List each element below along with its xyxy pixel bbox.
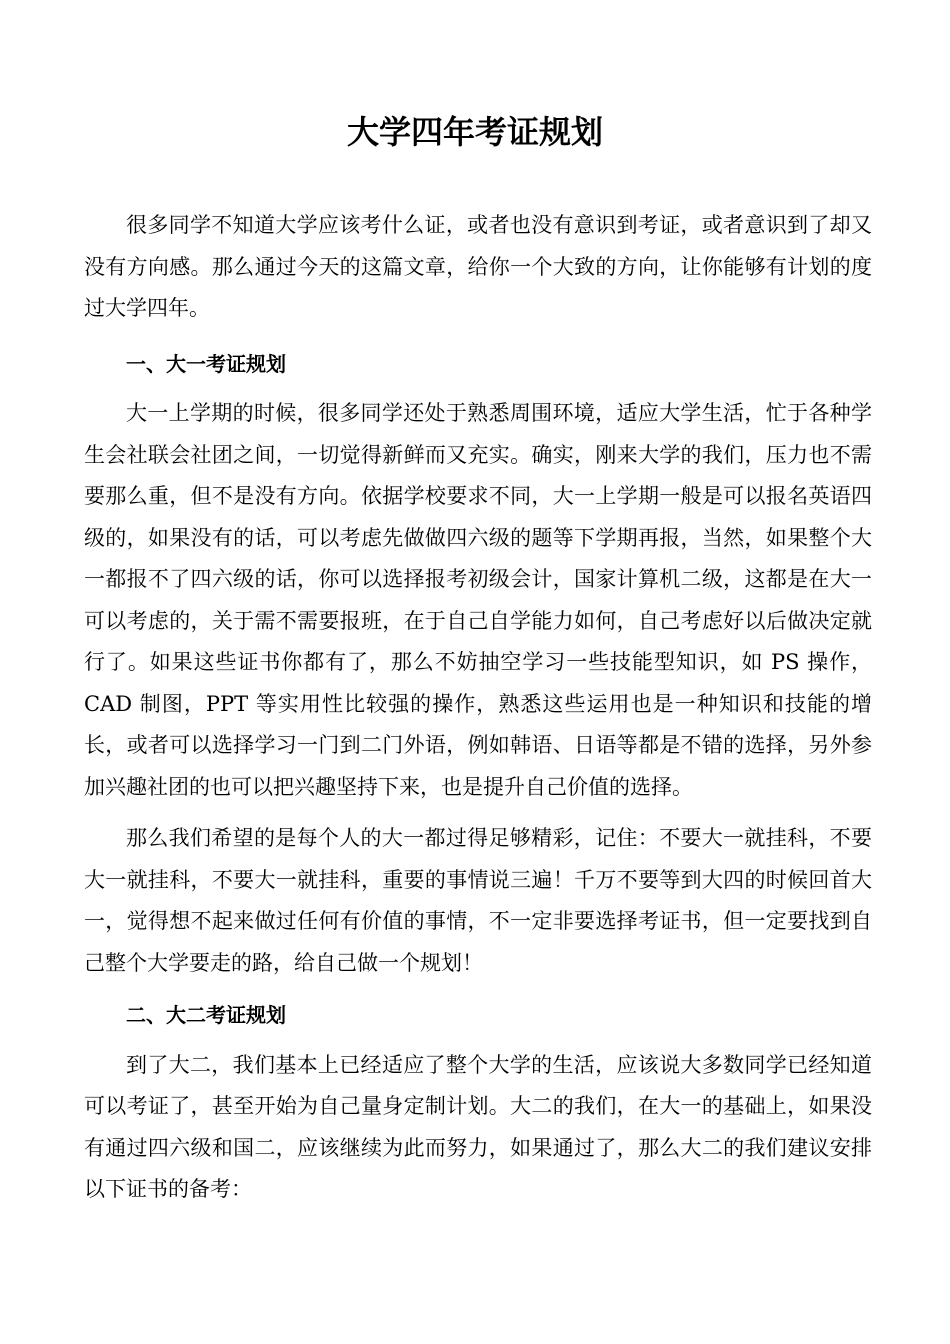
paragraph-year-two-1: 到了大二，我们基本上已经适应了整个大学的生活，应该说大多数同学已经知道可以考证了，甚至开始为自己量身定制计划。大二的我们，在大一的基础上，如果没有通过四六级和国二，应该继续为此而努力，如果通过了，那么大二的我们建议安排以下证书的备考： (84, 1052, 872, 1201)
document-title: 大学四年考证规划 (346, 113, 603, 151)
section-heading-year-two: 二、大二考证规划 (126, 1003, 286, 1027)
paragraph-year-one-1: 大一上学期的时候，很多同学还处于熟悉周围环境，适应大学生活，忙于各种学生会社联会社团之间，一切觉得新鲜而又充实。确实，刚来大学的我们，压力也不需要那么重，但不是没有方向。依据学校要求不同，大一上学期一般是可以报名英语四级的，如果没有的话，可以考虑先做做四六级的题等下学期再报，当然，如果整个大一都报不了四六级的话，你可以选择报考初级会计，国家计算机二级，这都是在大一可以考虑的，关于需不需要报班，在于自己自学能力如何，自己考虑好以后做决定就行了。如果这些证书你都有了，那么不妨抽空学习一些技能型知识，如 PS 操作，CAD 制图，PPT 等实用性比较强的操作，熟悉这些运用也是一种知识和技能的增长，或者可以选择学习一门到二门外语，例如韩语、日语等都是不错的选择，另外参加兴趣社团的也可以把兴趣坚持下来，也是提升自己价值的选择。 (84, 401, 872, 799)
section-heading-year-one: 一、大一考证规划 (126, 351, 286, 376)
document-body (84, 205, 872, 1211)
intro-paragraph: 很多同学不知道大学应该考什么证，或者也没有意识到考证，或者意识到了却又没有方向感。那么通过今天的这篇文章，给你一个大致的方向，让你能够有计划的度过大学四年。 (84, 213, 872, 320)
paragraph-year-one-2: 那么我们希望的是每个人的大一都过得足够精彩，记住：不要大一就挂科，不要大一就挂科，不要大一就挂科，重要的事情说三遍！千万不要等到大四的时候回首大一，觉得想不起来做过任何有价值的事情，不一定非要选择考证书，但一定要找到自己整个大学要走的路，给自己做一个规划！ (84, 826, 872, 975)
